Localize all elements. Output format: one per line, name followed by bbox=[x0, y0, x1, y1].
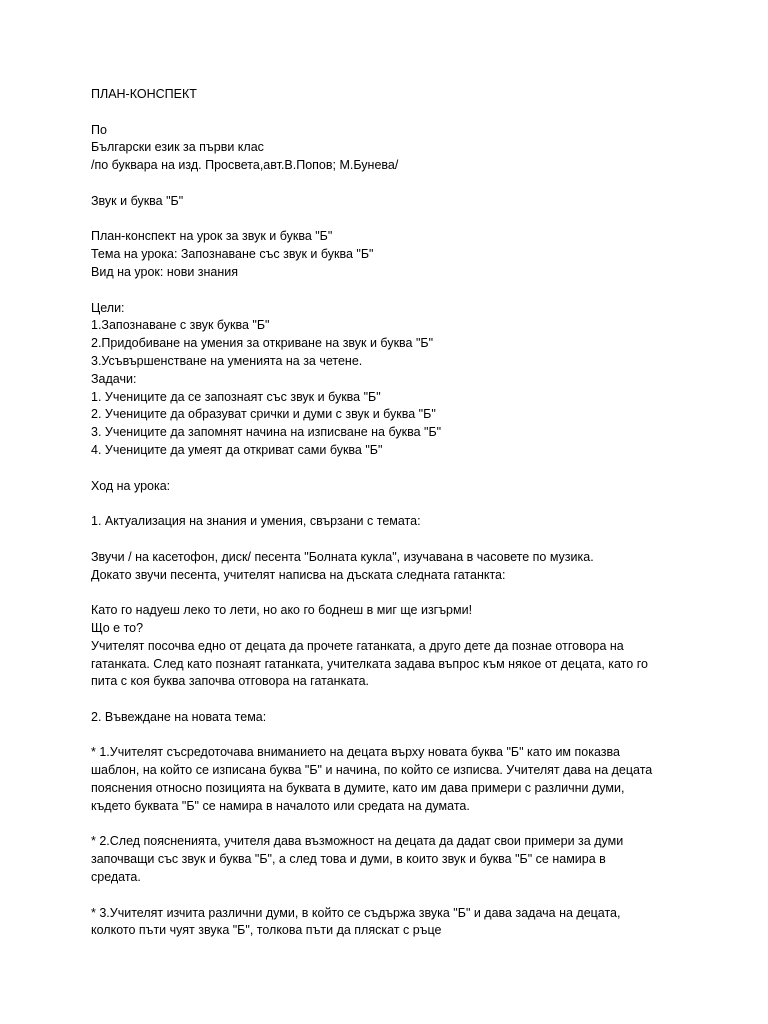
text-line: колкото пъти чуят звука "Б", толкова пъти да пляскат с ръце bbox=[91, 923, 442, 938]
paragraph-gap bbox=[91, 816, 671, 834]
text-line: 3.Усъвършенстване на уменията на за четене. bbox=[91, 353, 363, 368]
text-line: Цели: bbox=[91, 300, 125, 315]
document-body bbox=[91, 86, 671, 940]
text-line: * 1.Учителят съсредоточава вниманието на децата върху новата буква "Б" като им показва bbox=[91, 745, 620, 760]
paragraph-gap bbox=[91, 175, 671, 193]
text-line: Що е то? bbox=[91, 620, 144, 635]
text-line: Звук и буква "Б" bbox=[91, 193, 184, 208]
text-line: 3. Учениците да запомнят начина на изписване на буква "Б" bbox=[91, 425, 442, 440]
text-line: Докато звучи песента, учителят написва на дъската следната гатанкта: bbox=[91, 567, 506, 582]
text-line: Учителят посочва едно от децата да прочете гатанката, а друго дете да познае отговора на bbox=[91, 638, 624, 653]
text-line: Като го надуеш леко то лети, но ако го боднеш в миг ще изгърми! bbox=[91, 603, 473, 618]
text-line: пита с коя буква започва отговора на гатанката. bbox=[91, 674, 370, 689]
text-line: 4. Учениците да умеят да откриват сами буква "Б" bbox=[91, 442, 383, 457]
paragraph-gap bbox=[91, 691, 671, 709]
document-title: ПЛАН-КОНСПЕКТ bbox=[91, 87, 197, 101]
text-line: 2. Учениците да образуват срички и думи с звук и буква "Б" bbox=[91, 407, 436, 422]
text-line: където буквата "Б" се намира в началото или средата на думата. bbox=[91, 798, 470, 813]
text-line: * 2.След поясненията, учителя дава възможност на децата да дадат свои примери за думи bbox=[91, 834, 624, 849]
text-line: пояснения относно позицията на буквата в думите, като им дава примери с различни думи, bbox=[91, 781, 625, 796]
text-line: Звучи / на касетофон, диск/ песента "Болната кукла", изучавана в часовете по музика. bbox=[91, 549, 594, 564]
text-line: 2.Придобиване на умения за откриване на звук и буква "Б" bbox=[91, 336, 434, 351]
paragraph-gap bbox=[91, 495, 671, 513]
paragraph-gap bbox=[91, 584, 671, 602]
text-line: Тема на урока: Запознаване със звук и буква "Б" bbox=[91, 247, 374, 262]
paragraph-gap bbox=[91, 460, 671, 478]
text-line: започващи със звук и буква "Б", а след това и думи, в които звук и буква "Б" се намира в bbox=[91, 852, 606, 867]
text-line: 2. Въвеждане на новата тема: bbox=[91, 709, 267, 724]
text-line: средата. bbox=[91, 870, 141, 885]
paragraph-gap bbox=[91, 531, 671, 549]
text-line: шаблон, на който се изписана буква "Б" и начина, по който се изписва. Учителят дава на децата bbox=[91, 763, 653, 778]
paragraph-gap bbox=[91, 282, 671, 300]
text-line: /по буквара на изд. Просвета,авт.В.Попов; М.Бунева/ bbox=[91, 158, 399, 173]
text-line: Вид на урок: нови знания bbox=[91, 264, 239, 279]
text-line: 1. Учениците да се запознаят със звук и буква "Б" bbox=[91, 389, 381, 404]
text-line: По bbox=[91, 122, 107, 137]
text-line: План-конспект на урок за звук и буква "Б" bbox=[91, 229, 333, 244]
paragraph-gap bbox=[91, 211, 671, 229]
text-line: 1. Актуализация на знания и умения, свързани с темата: bbox=[91, 514, 421, 529]
text-line: * 3.Учителят изчита различни думи, в който се съдържа звука "Б" и дава задача на децата, bbox=[91, 905, 621, 920]
paragraph-gap bbox=[91, 104, 671, 122]
text-line: гатанката. След като познаят гатанката, учителката задава въпрос към някое от децата, като го bbox=[91, 656, 648, 671]
paragraph-gap bbox=[91, 887, 671, 905]
text-line: Задачи: bbox=[91, 371, 137, 386]
paragraph-gap bbox=[91, 727, 671, 745]
text-line: Български език за първи клас bbox=[91, 140, 264, 155]
text-line: Ход на урока: bbox=[91, 478, 171, 493]
text-line: 1.Запознаване с звук буква "Б" bbox=[91, 318, 270, 333]
